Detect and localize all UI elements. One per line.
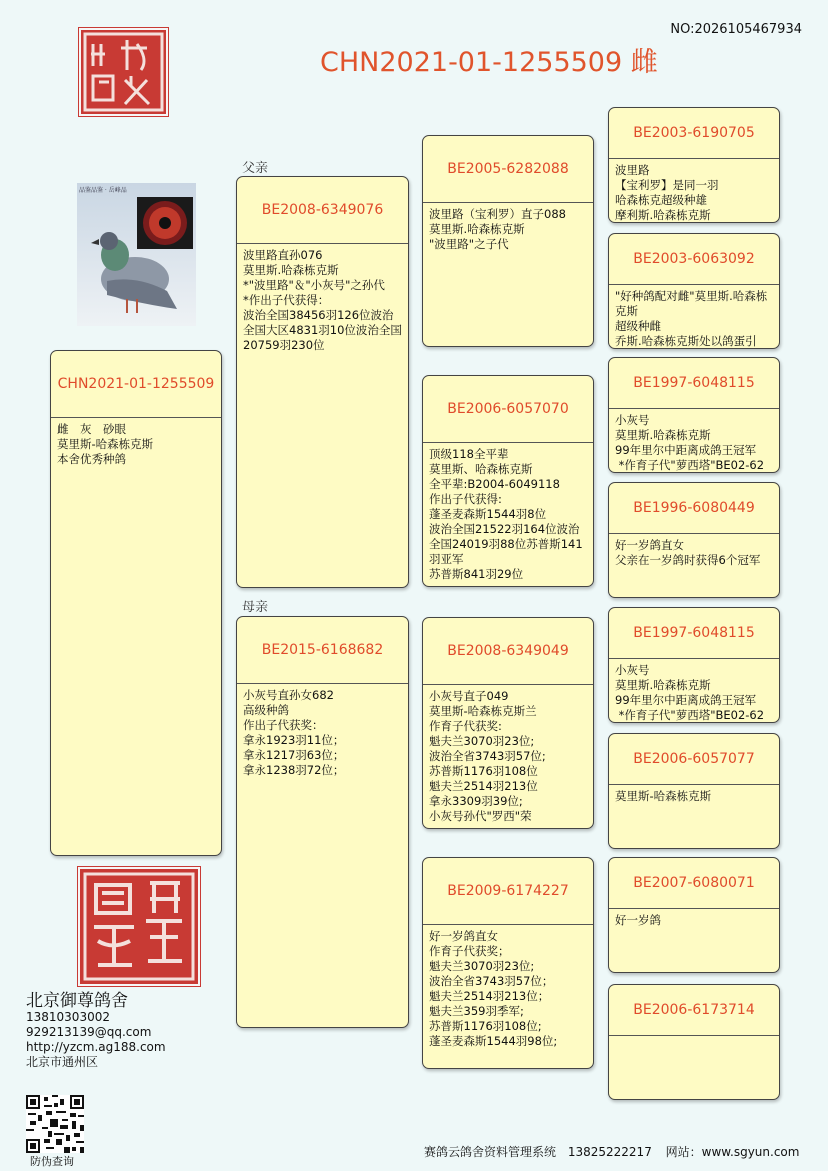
sire-card (236, 176, 409, 588)
gen2-card-2 (422, 375, 594, 587)
gen3-text-6: 莫里斯-哈森栋克斯 (615, 789, 712, 803)
dam-card (236, 616, 409, 1028)
sire-text: 波里路直孙076 莫里斯.哈森栋克斯 *"波里路"＆"小灰号"之孙代 *作出子代获得： 波治全国38456羽126位波治全国大区4831羽10位波治全国20759羽230位 (243, 248, 402, 352)
gen2-text-1: 波里路（宝利罗）直子088 莫里斯.哈森栋克斯 "波里路"之子代 (429, 207, 566, 251)
gen3-ring-8: BE2006-6173714 (609, 985, 779, 1036)
gen2-text-3: 小灰号直子049 莫里斯-哈森栋克斯兰 作育子代获奖: 魁夫兰3070羽23位; 波治全省3743羽57位; 苏普斯1176羽108位 魁夫兰2514羽213位 拿永3309羽39位; 小灰号孙代"罗西"荣 (429, 689, 546, 823)
gen2-text-2: 顶级118全平辈 莫里斯、哈森栋克斯 全平辈:B2004-6049118 作出子代获得: 蓬圣麦森斯1544羽8位 波治全国21522羽164位波治全国24019羽88位苏普斯141羽亚军 苏普斯841羽29位 (429, 447, 583, 581)
gen3-text-7: 好一岁鸽 (615, 913, 661, 927)
mother-label: 母亲 (242, 600, 269, 615)
bottom-seal-image (78, 867, 200, 986)
qr-code-image[interactable] (26, 1095, 84, 1153)
gen3-ring-1: BE2003-6190705 (609, 108, 779, 159)
site-label: 网站： (665, 1145, 702, 1159)
gen3-ring-2: BE2003-6063092 (609, 234, 779, 285)
system-phone: 13825222217 (567, 1145, 652, 1159)
gen2-card-3 (422, 617, 594, 829)
gen2-text-4: 好一岁鸽直女 作育子代获奖； 魁夫兰3070羽23位; 波治全省3743羽57位； 魁夫兰2514羽213位； 魁夫兰359羽季军; 苏普斯1176羽108位; 蓬圣麦森斯1544羽98位; (429, 929, 558, 1048)
loft-name: 北京御尊鸽舍 (26, 991, 128, 1011)
gen2-ring-3: BE2008-6349049 (423, 618, 593, 685)
gen3-card-8 (608, 984, 780, 1100)
gen3-text-5: 小灰号 莫里斯.哈森栋克斯 99年里尔中距离成鸽王冠军 *作育子代"萝西塔"BE02-62 (615, 663, 765, 722)
gen2-card-4 (422, 857, 594, 1069)
gen3-text-4: 好一岁鸽直女 父亲在一岁鸽时获得6个冠军 (615, 538, 761, 567)
gen3-card-4 (608, 482, 780, 598)
owner-address: 北京市通州区 (26, 1055, 99, 1069)
subject-text: 雌 灰 砂眼 莫里斯-哈森栋克斯 本舍优秀种鸽 (57, 422, 154, 466)
page-title: CHN2021-01-1255509 雌 (320, 47, 658, 78)
father-label: 父亲 (242, 161, 269, 176)
gen3-ring-5: BE1997-6048115 (609, 608, 779, 659)
owner-contact (26, 1010, 166, 1070)
gen3-card-7 (608, 857, 780, 973)
qr-caption: 防伪查询 (30, 1155, 74, 1168)
gen3-text-8 (609, 1036, 779, 1044)
owner-url[interactable]: http://yzcm.ag188.com (26, 1040, 166, 1054)
subject-card (50, 350, 222, 856)
top-seal-image (79, 28, 168, 116)
gen2-card-1 (422, 135, 594, 347)
owner-email: 929213139@qq.com (26, 1025, 152, 1039)
system-name: 赛鸽云鸽舍资料管理系统 (424, 1145, 557, 1159)
photo-caption: 品鉴品鉴 · 岳峰品 (79, 187, 127, 194)
dam-ring: BE2015-6168682 (237, 617, 408, 684)
gen3-ring-6: BE2006-6057077 (609, 734, 779, 785)
gen2-ring-2: BE2006-6057070 (423, 376, 593, 443)
gen2-ring-1: BE2005-6282088 (423, 136, 593, 203)
gen3-text-2: "好种鸽配对雌"莫里斯.哈森栋克斯 超级种雌 乔斯.哈森栋克斯处以鸽蛋引 (615, 289, 768, 348)
pigeon-photo (77, 183, 196, 326)
gen3-card-1 (608, 107, 780, 223)
subject-ring: CHN2021-01-1255509 (51, 351, 221, 418)
doc-number: NO:2026105467934 (670, 22, 802, 37)
gen3-ring-3: BE1997-6048115 (609, 358, 779, 409)
gen3-card-2 (608, 233, 780, 349)
system-footer (424, 1143, 799, 1160)
gen3-text-1: 波里路 【宝利罗】是同一羽 哈森栋克超级种雄 摩利斯.哈森栋克斯 (615, 163, 719, 222)
site-link[interactable]: www.sgyun.com (701, 1145, 800, 1159)
gen3-ring-7: BE2007-6080071 (609, 858, 779, 909)
gen3-ring-4: BE1996-6080449 (609, 483, 779, 534)
dam-text: 小灰号直孙女682 高级种鸽 作出子代获奖： 拿永1923羽11位； 拿永1217羽63位； 拿永1238羽72位； (243, 688, 345, 777)
gen2-ring-4: BE2009-6174227 (423, 858, 593, 925)
gen3-text-3: 小灰号 莫里斯.哈森栋克斯 99年里尔中距离成鸽王冠军 *作育子代"萝西塔"BE02-62 (615, 413, 765, 472)
sire-ring: BE2008-6349076 (237, 177, 408, 244)
owner-phone: 13810303002 (26, 1010, 110, 1024)
gen3-card-6 (608, 733, 780, 849)
gen3-card-3 (608, 357, 780, 473)
gen3-card-5 (608, 607, 780, 723)
